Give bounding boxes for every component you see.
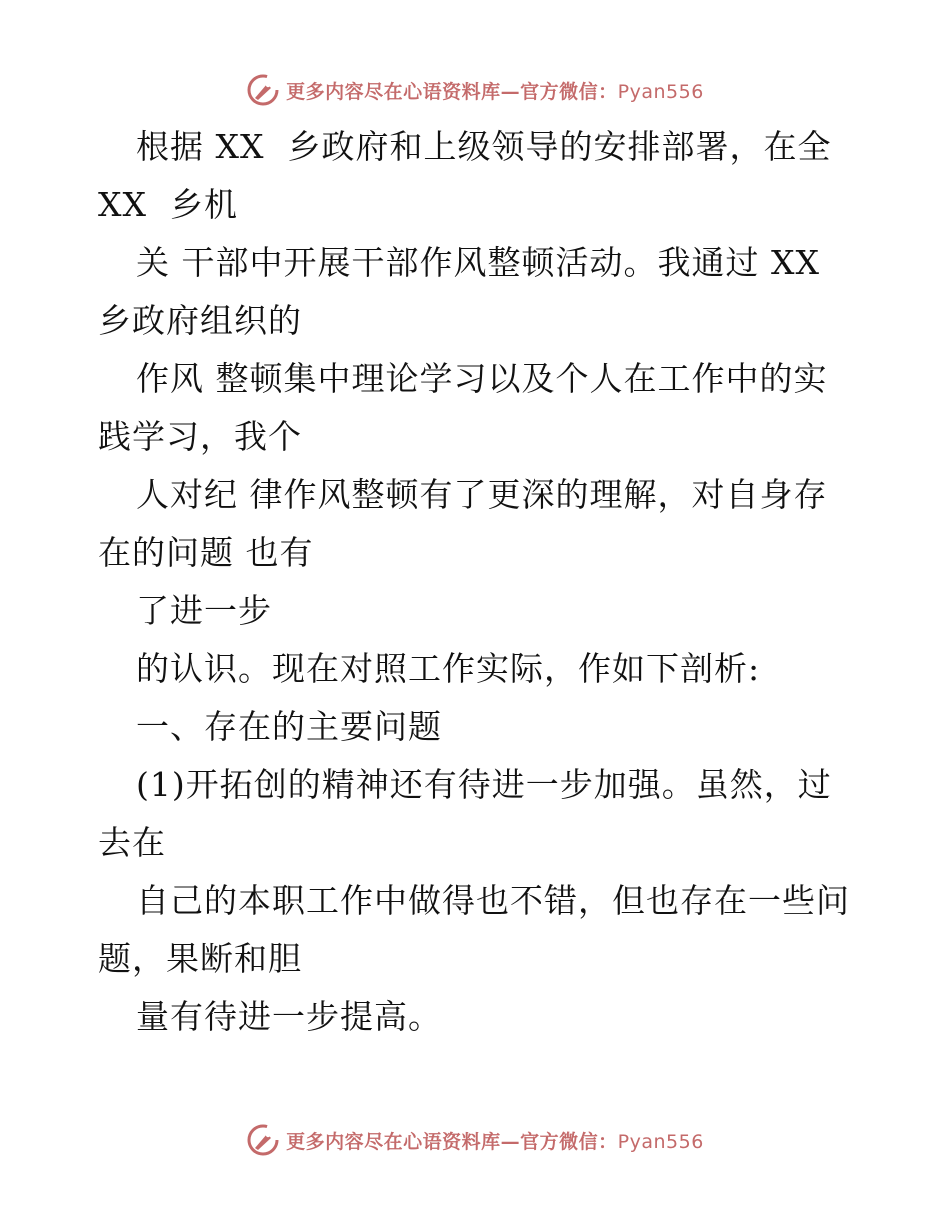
text-line: 关 干部中开展干部作风整顿活动。我通过 XX <box>136 243 820 282</box>
text-line: 自己的本职工作中做得也不错，但也存在一些问 <box>136 881 850 920</box>
text-line: 了进一步 <box>136 591 272 630</box>
watermark-text: 更多内容尽在心语资料库—官方微信：Pyan556 <box>286 1130 704 1153</box>
text-line: 去在 <box>98 823 166 862</box>
text-line: 一、存在的主要问题 <box>136 707 442 746</box>
text-line: 作风 整顿集中理论学习以及个人在工作中的实 <box>136 359 828 398</box>
text-line: 践学习，我个 <box>98 417 302 456</box>
document-body <box>98 118 858 1046</box>
text-line: 题，果断和胆 <box>98 939 302 978</box>
pen-nib-logo-icon <box>246 1123 280 1157</box>
text-line: (1)开拓创的精神还有待进一步加强。虽然，过 <box>136 765 832 804</box>
text-line: 人对纪 律作风整顿有了更深的理解，对自身存 <box>136 475 828 514</box>
pen-nib-logo-icon <box>246 73 280 107</box>
text-line: 的认识。现在对照工作实际，作如下剖析: <box>136 649 761 688</box>
text-line: 根据 XX 乡政府和上级领导的安排部署，在全 <box>136 127 832 166</box>
text-line: 量有待进一步提高。 <box>136 997 442 1036</box>
watermark-text: 更多内容尽在心语资料库—官方微信：Pyan556 <box>286 80 704 103</box>
text-line: 在的问题 也有 <box>98 533 314 572</box>
text-line: XX 乡机 <box>98 185 238 224</box>
text-line: 乡政府组织的 <box>98 301 302 340</box>
footer-watermark <box>0 1120 950 1160</box>
header-watermark <box>0 70 950 110</box>
